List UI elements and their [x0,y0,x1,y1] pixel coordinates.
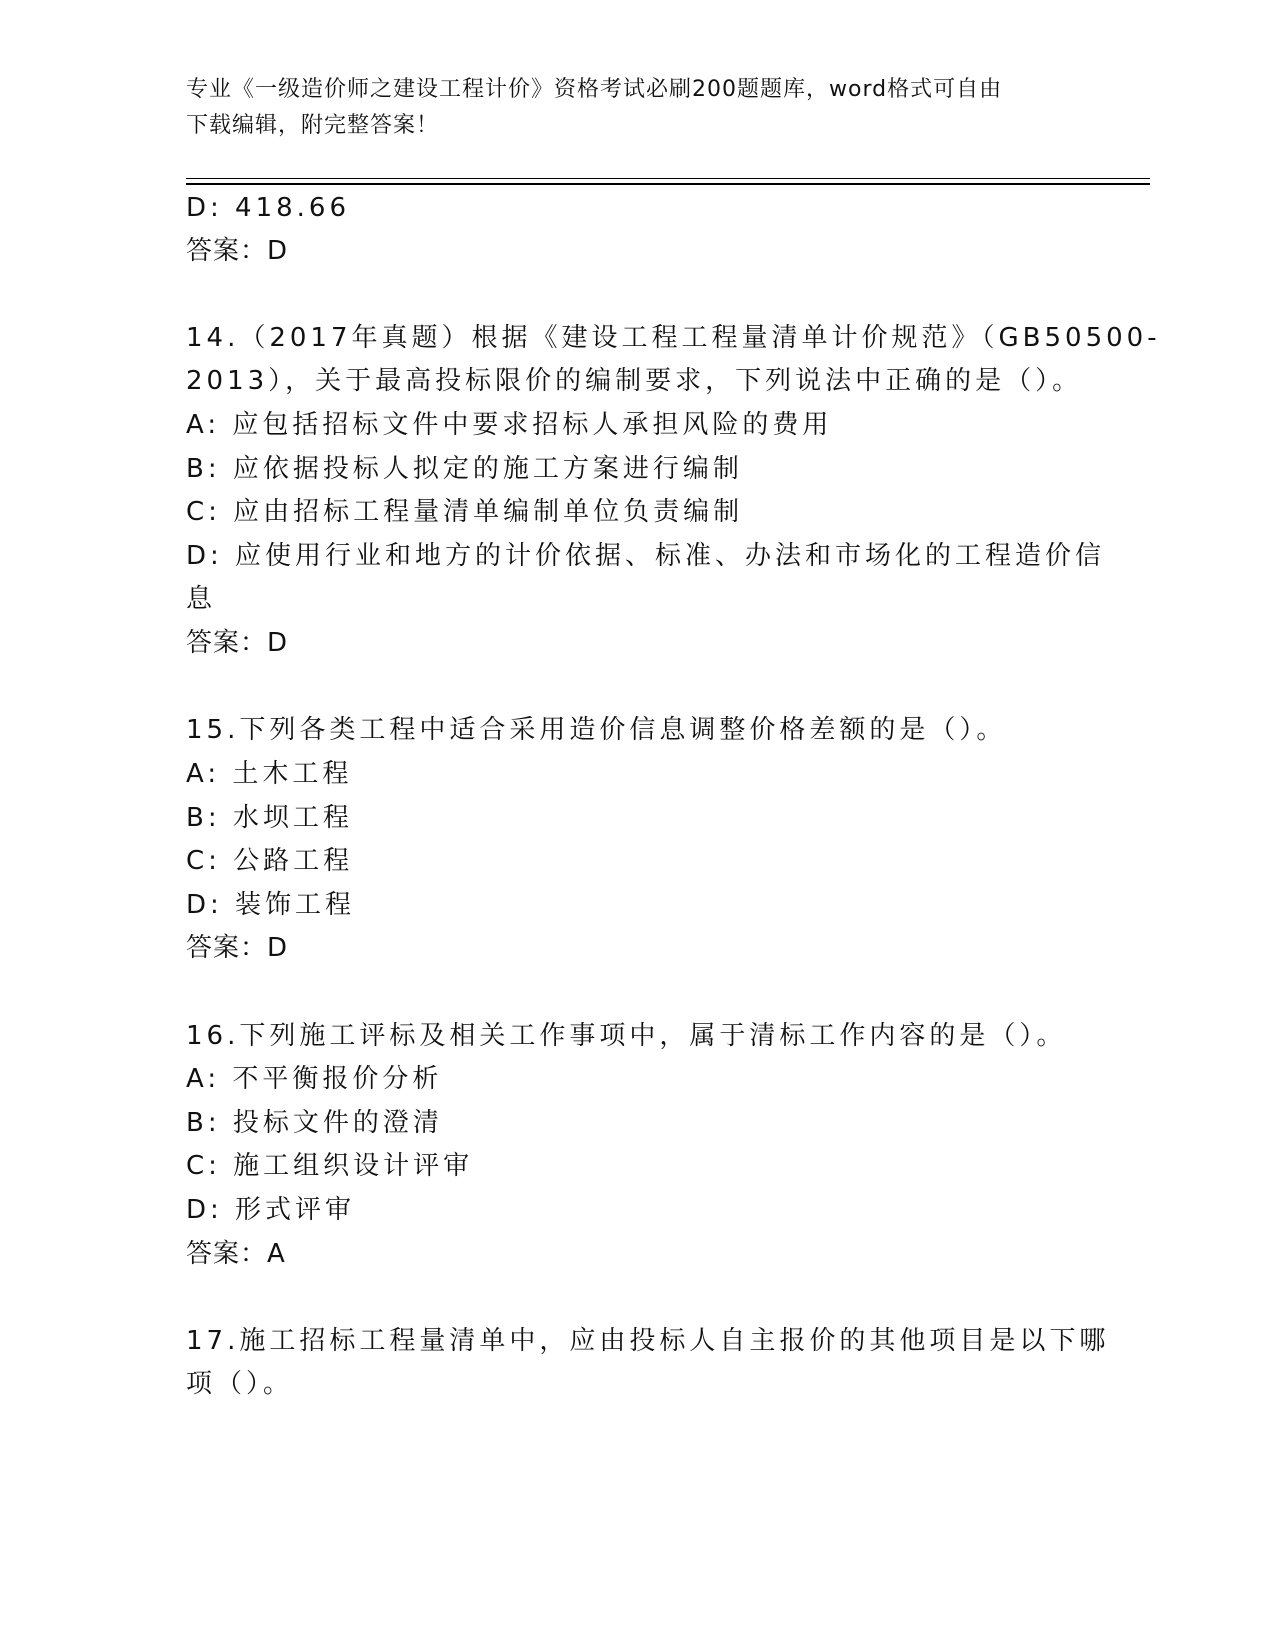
header-line-1: 专业《一级造价师之建设工程计价》资格考试必刷200题题库，word格式可自由 [186,77,1003,102]
question-14-text: 2013），关于最高投标限价的编制要求，下列说法中正确的是（）。 [186,366,1083,396]
option-line: A: 不平衡报价分析 [186,1064,443,1094]
question-15-text: 15.下列各类工程中适合采用造价信息调整价格差额的是（）。 [186,715,1007,745]
option-line: C: 施工组织设计评审 [186,1151,474,1181]
answer-line: 答案：A [186,1239,286,1269]
option-line: A: 土木工程 [186,759,353,789]
question-16-text: 16.下列施工评标及相关工作事项中，属于清标工作内容的是（）。 [186,1021,1067,1051]
option-line: D: 应使用行业和地方的计价依据、标准、办法和市场化的工程造价信 [186,541,1106,571]
option-line: A: 应包括招标文件中要求招标人承担风险的费用 [186,410,833,440]
header-line-2: 下载编辑，附完整答案！ [186,113,440,138]
option-line: D: 装饰工程 [186,890,356,920]
option-line: C: 公路工程 [186,846,354,876]
answer-line: 答案：D [186,933,289,963]
question-17-text: 17.施工招标工程量清单中，应由投标人自主报价的其他项目是以下哪 [186,1326,1110,1356]
header-rule-thick [186,183,1150,185]
option-line: B: 应依据投标人拟定的施工方案进行编制 [186,454,743,484]
answer-line: 答案：D [186,236,289,266]
page-header [186,72,1086,144]
question-14-text: 14.（2017年真题）根据《建设工程工程量清单计价规范》（GB50500- [186,323,1161,353]
question-17-text: 项（）。 [186,1369,294,1399]
answer-line: 答案：D [186,628,289,658]
option-line: C: 应由招标工程量清单编制单位负责编制 [186,497,744,527]
option-line: D: 418.66 [186,193,351,223]
option-line: 息 [186,584,217,614]
option-line: B: 投标文件的澄清 [186,1108,443,1138]
option-line: D: 形式评审 [186,1195,356,1225]
header-rule-thin [186,178,1150,179]
option-line: B: 水坝工程 [186,803,353,833]
